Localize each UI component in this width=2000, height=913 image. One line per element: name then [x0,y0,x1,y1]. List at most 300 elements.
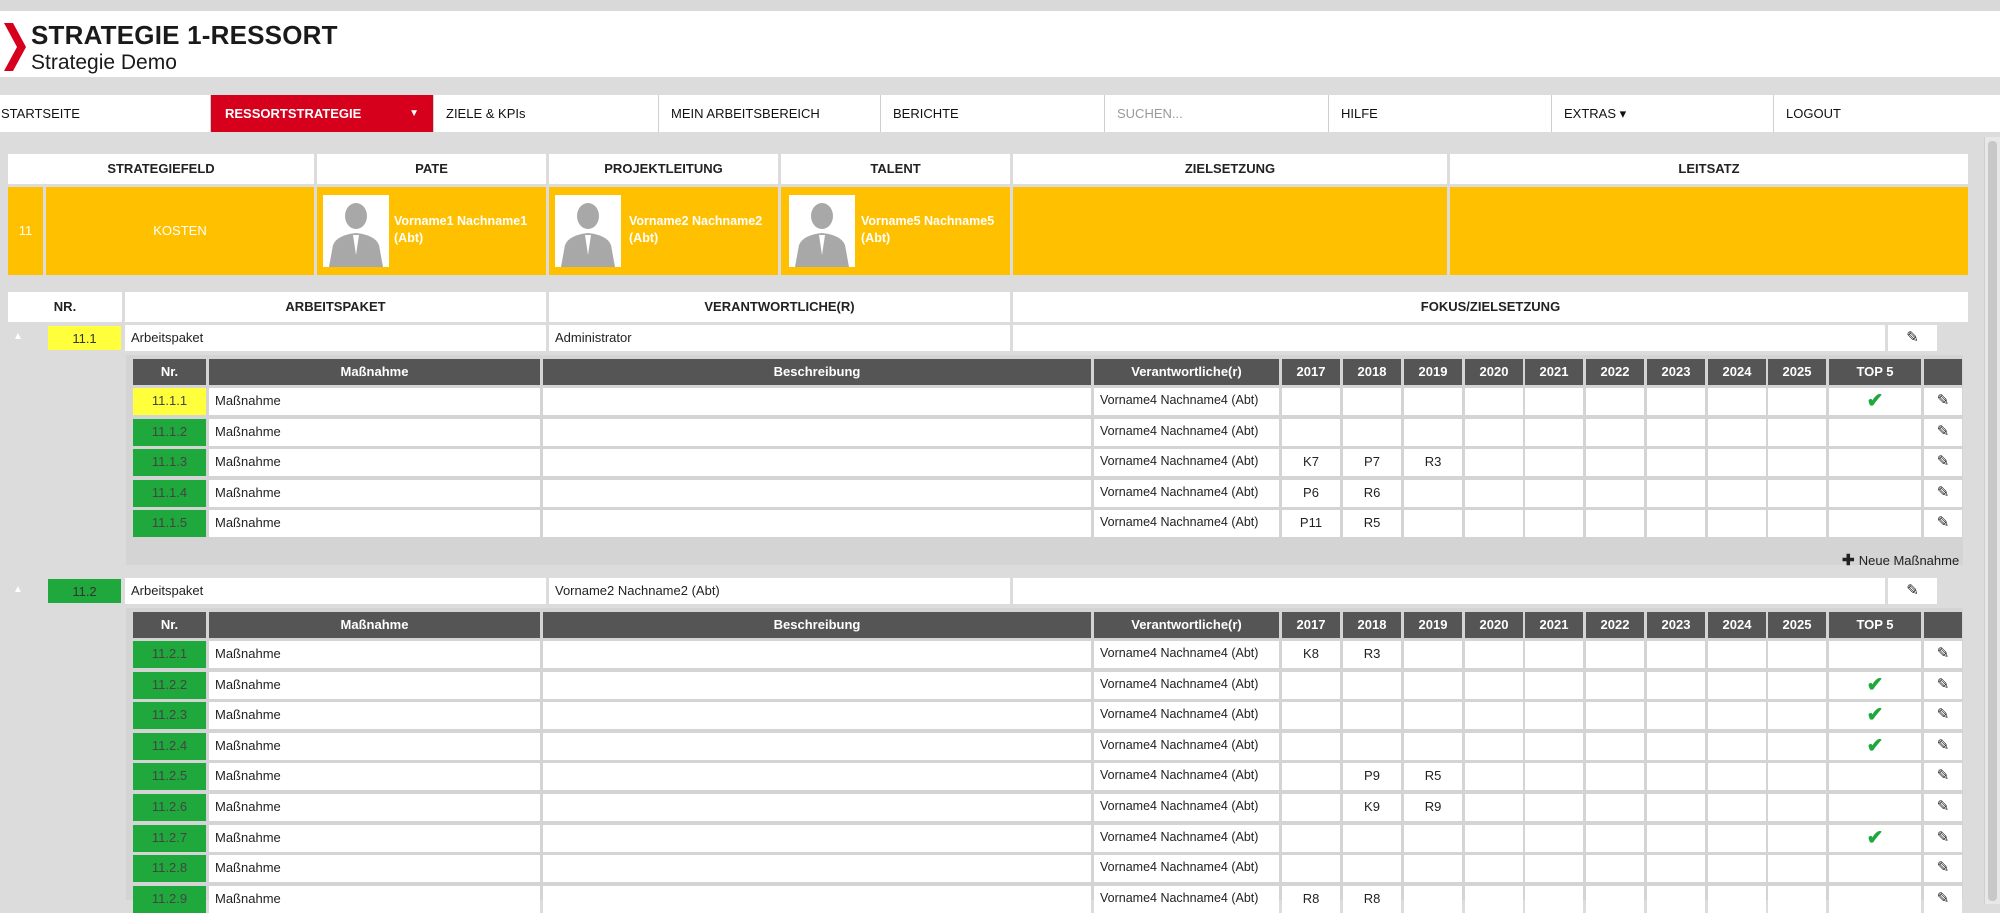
workpackage-nr[interactable]: 11.2 [48,579,121,603]
measure-year-cell[interactable] [1768,702,1826,729]
measure-year-cell[interactable]: P9 [1343,763,1401,790]
measure-year-cell[interactable] [1768,733,1826,760]
measure-year-cell[interactable] [1768,510,1826,537]
projektleitung-card[interactable] [549,187,778,275]
measure-name[interactable]: Maßnahme [209,855,540,882]
top5-cell[interactable] [1829,825,1921,852]
measure-year-cell[interactable] [1708,672,1766,699]
measure-year-cell[interactable] [1343,702,1401,729]
measure-col-header: Maßnahme [209,612,540,638]
measure-nr[interactable]: 11.2.3 [133,702,206,729]
strategy-leitsatz[interactable] [1450,187,1968,275]
measure-year-cell[interactable] [1525,480,1583,507]
top5-cell[interactable] [1829,449,1921,476]
measure-col-header: 2018 [1343,359,1401,385]
check-icon: ✔ [1866,735,1884,757]
measure-year-cell[interactable] [1647,794,1705,821]
talent-name: Vorname5 Nachname5 (Abt) [861,214,995,245]
workpackage-name[interactable]: Arbeitspaket [125,578,546,604]
caret-down-icon: ▼ [409,108,419,119]
measure-year-cell[interactable] [1282,702,1340,729]
pencil-icon[interactable]: ✎ [1924,672,1962,699]
pencil-icon[interactable]: ✎ [1924,388,1962,415]
measure-year-cell[interactable] [1647,886,1705,913]
measure-description[interactable] [543,419,1091,446]
measure-year-cell[interactable] [1404,480,1462,507]
measure-year-cell[interactable]: R8 [1282,886,1340,913]
measure-owner[interactable]: Vorname4 Nachname4 (Abt) [1094,825,1279,852]
measure-year-cell[interactable] [1525,825,1583,852]
measure-year-cell[interactable] [1647,702,1705,729]
col-header-leitsatz: LEITSATZ [1450,154,1968,184]
measure-owner[interactable]: Vorname4 Nachname4 (Abt) [1094,449,1279,476]
measure-owner[interactable]: Vorname4 Nachname4 (Abt) [1094,733,1279,760]
top5-cell[interactable] [1829,763,1921,790]
measure-year-cell[interactable] [1768,672,1826,699]
col-header-nr: NR. [8,292,122,322]
measure-year-cell[interactable] [1282,672,1340,699]
measure-year-cell[interactable] [1404,825,1462,852]
measure-year-cell[interactable]: R9 [1404,794,1462,821]
measure-col-header: Nr. [133,359,206,385]
measure-year-cell[interactable] [1708,388,1766,415]
measure-year-cell[interactable] [1708,794,1766,821]
measure-name[interactable]: Maßnahme [209,641,540,668]
measure-year-cell[interactable] [1768,388,1826,415]
measure-year-cell[interactable] [1586,794,1644,821]
measure-description[interactable] [543,886,1091,913]
col-header-arbeitspaket: ARBEITSPAKET [125,292,546,322]
measure-owner[interactable]: Vorname4 Nachname4 (Abt) [1094,480,1279,507]
triangle-up-icon[interactable]: ▲ [13,584,23,595]
measure-year-cell[interactable] [1768,855,1826,882]
measure-owner[interactable]: Vorname4 Nachname4 (Abt) [1094,419,1279,446]
measure-year-cell[interactable]: R6 [1343,480,1401,507]
measure-year-cell[interactable] [1343,825,1401,852]
top5-cell[interactable] [1829,886,1921,913]
nav-ressortstrategie-label: RESSORTSTRATEGIE [225,106,362,121]
measure-nr[interactable]: 11.2.5 [133,763,206,790]
col-header-fokus: FOKUS/ZIELSETZUNG [1013,292,1968,322]
measure-year-cell[interactable] [1708,702,1766,729]
measure-year-cell[interactable] [1404,388,1462,415]
measure-col-header: 2020 [1465,612,1523,638]
measure-year-cell[interactable]: K8 [1282,641,1340,668]
measure-description[interactable] [543,702,1091,729]
measure-year-cell[interactable] [1586,702,1644,729]
strategy-field[interactable]: KOSTEN [46,187,314,275]
measure-year-cell[interactable] [1525,763,1583,790]
measure-year-cell[interactable] [1586,510,1644,537]
measure-year-cell[interactable] [1404,702,1462,729]
nav-startseite[interactable]: STARTSEITE [0,95,211,132]
measure-name[interactable]: Maßnahme [209,702,540,729]
top5-cell[interactable] [1829,388,1921,415]
workpackage-owner[interactable]: Vorname2 Nachname2 (Abt) [549,578,1010,604]
measure-year-cell[interactable] [1647,672,1705,699]
measure-description[interactable] [543,510,1091,537]
measure-year-cell[interactable] [1708,480,1766,507]
measure-name[interactable]: Maßnahme [209,733,540,760]
measure-description[interactable] [543,794,1091,821]
pate-name: Vorname1 Nachname1 (Abt) [394,214,528,245]
new-measure-button[interactable] [1842,551,1959,569]
measure-name[interactable]: Maßnahme [209,449,540,476]
measure-name[interactable]: Maßnahme [209,886,540,913]
measure-year-cell[interactable] [1404,733,1462,760]
measure-year-cell[interactable] [1282,419,1340,446]
measure-col-header: 2018 [1343,612,1401,638]
measure-nr[interactable]: 11.1.1 [133,388,206,415]
nav-extras[interactable]: EXTRAS ▾ [1552,95,1774,132]
measure-year-cell[interactable]: R8 [1343,886,1401,913]
pencil-icon[interactable]: ✎ [1924,510,1962,537]
col-header-talent: TALENT [781,154,1010,184]
measure-nr[interactable]: 11.2.1 [133,641,206,668]
measure-year-cell[interactable] [1282,763,1340,790]
measure-year-cell[interactable]: K7 [1282,449,1340,476]
measure-year-cell[interactable] [1708,419,1766,446]
measure-year-cell[interactable] [1708,763,1766,790]
nav-mein-arbeitsbereich[interactable]: MEIN ARBEITSBEREICH [659,95,881,132]
measure-col-header: 2020 [1465,359,1523,385]
measure-year-cell[interactable] [1465,825,1523,852]
workpackage-focus[interactable] [1013,578,1885,604]
measure-name[interactable]: Maßnahme [209,794,540,821]
measure-year-cell[interactable] [1768,449,1826,476]
measure-col-header: TOP 5 [1829,359,1921,385]
search-input[interactable]: SUCHEN... [1105,95,1329,132]
measure-year-cell[interactable] [1586,672,1644,699]
top5-cell[interactable] [1829,855,1921,882]
measure-year-cell[interactable] [1282,733,1340,760]
measure-year-cell[interactable] [1404,510,1462,537]
measure-year-cell[interactable] [1708,449,1766,476]
measure-year-cell[interactable] [1465,480,1523,507]
pencil-icon[interactable]: ✎ [1924,419,1962,446]
projektleitung-name: Vorname2 Nachname2 (Abt) [629,214,763,245]
measure-owner[interactable]: Vorname4 Nachname4 (Abt) [1094,388,1279,415]
pencil-icon[interactable]: ✎ [1924,641,1962,668]
measure-year-cell[interactable] [1465,388,1523,415]
pencil-icon[interactable]: ✎ [1924,733,1962,760]
pencil-icon[interactable]: ✎ [1888,325,1937,351]
measure-year-cell[interactable] [1282,388,1340,415]
measure-year-cell[interactable] [1586,641,1644,668]
measure-name[interactable]: Maßnahme [209,672,540,699]
nav-ressortstrategie[interactable] [211,95,434,132]
measure-description[interactable] [543,825,1091,852]
measure-col-header: 2022 [1586,359,1644,385]
measure-year-cell[interactable] [1647,388,1705,415]
measure-year-cell[interactable] [1404,855,1462,882]
measure-year-cell[interactable] [1708,641,1766,668]
app-title: STRATEGIE 1-RESSORT [31,20,338,50]
measure-nr[interactable]: 11.2.2 [133,672,206,699]
top5-cell[interactable] [1829,510,1921,537]
measure-year-cell[interactable] [1708,510,1766,537]
col-header-verantwortliche: VERANTWORTLICHE(R) [549,292,1010,322]
measure-year-cell[interactable] [1343,733,1401,760]
measure-col-header: Beschreibung [543,359,1091,385]
measure-year-cell[interactable]: K9 [1343,794,1401,821]
measure-year-cell[interactable] [1404,641,1462,668]
measure-year-cell[interactable] [1647,510,1705,537]
measure-col-header: 2024 [1708,359,1766,385]
measure-year-cell[interactable]: P7 [1343,449,1401,476]
scrollbar-thumb[interactable] [1988,141,1997,901]
measure-name[interactable]: Maßnahme [209,419,540,446]
measure-nr[interactable]: 11.1.5 [133,510,206,537]
measure-col-header: 2017 [1282,612,1340,638]
measure-col-header: 2025 [1768,612,1826,638]
measure-col-header: TOP 5 [1829,612,1921,638]
measure-year-cell[interactable] [1768,763,1826,790]
measure-year-cell[interactable] [1768,825,1826,852]
measure-nr[interactable]: 11.2.6 [133,794,206,821]
measure-year-cell[interactable] [1282,855,1340,882]
measure-year-cell[interactable] [1282,794,1340,821]
pencil-icon[interactable]: ✎ [1924,855,1962,882]
check-icon: ✔ [1866,827,1884,849]
nav-berichte[interactable]: BERICHTE [881,95,1105,132]
measure-col-header: 2021 [1525,359,1583,385]
measure-owner[interactable]: Vorname4 Nachname4 (Abt) [1094,855,1279,882]
app-header [0,11,2000,77]
measure-col-header: Verantwortliche(r) [1094,359,1279,385]
measure-col-header: 2023 [1647,612,1705,638]
workpackage-name[interactable]: Arbeitspaket [125,325,546,351]
measure-year-cell[interactable] [1525,419,1583,446]
measure-owner[interactable]: Vorname4 Nachname4 (Abt) [1094,641,1279,668]
page-scrollbar[interactable] [1984,137,2000,904]
workpackage-nr[interactable]: 11.1 [48,326,121,350]
measure-owner[interactable]: Vorname4 Nachname4 (Abt) [1094,886,1279,913]
measure-owner[interactable]: Vorname4 Nachname4 (Abt) [1094,672,1279,699]
pencil-icon[interactable]: ✎ [1888,578,1937,604]
measure-year-cell[interactable] [1465,449,1523,476]
main-nav [0,95,2000,132]
measure-nr[interactable]: 11.1.3 [133,449,206,476]
pencil-icon[interactable]: ✎ [1924,794,1962,821]
measure-year-cell[interactable] [1647,855,1705,882]
measure-col-header-edit [1924,359,1962,385]
measure-nr[interactable]: 11.2.4 [133,733,206,760]
measure-year-cell[interactable] [1525,388,1583,415]
measure-year-cell[interactable] [1525,733,1583,760]
nav-hilfe[interactable]: HILFE [1329,95,1552,132]
measure-year-cell[interactable] [1525,641,1583,668]
top5-cell[interactable] [1829,419,1921,446]
top5-cell[interactable] [1829,672,1921,699]
measure-nr[interactable]: 11.2.9 [133,886,206,913]
measure-nr[interactable]: 11.1.2 [133,419,206,446]
measure-owner[interactable]: Vorname4 Nachname4 (Abt) [1094,794,1279,821]
talent-card[interactable] [781,187,1010,275]
measure-col-header: Maßnahme [209,359,540,385]
measure-year-cell[interactable] [1404,886,1462,913]
col-header-pate: PATE [317,154,546,184]
measure-year-cell[interactable] [1586,886,1644,913]
pencil-icon[interactable]: ✎ [1924,480,1962,507]
pencil-icon[interactable]: ✎ [1924,763,1962,790]
measure-year-cell[interactable] [1586,825,1644,852]
measure-col-header: 2019 [1404,359,1462,385]
measure-year-cell[interactable] [1343,855,1401,882]
measure-year-cell[interactable] [1525,794,1583,821]
measure-year-cell[interactable] [1525,855,1583,882]
measure-year-cell[interactable] [1647,641,1705,668]
measure-col-header: 2017 [1282,359,1340,385]
header-divider [0,77,2000,95]
measure-year-cell[interactable]: R5 [1343,510,1401,537]
top5-cell[interactable] [1829,794,1921,821]
measure-col-header: Nr. [133,612,206,638]
measure-col-header: 2025 [1768,359,1826,385]
measure-year-cell[interactable] [1525,672,1583,699]
measure-name[interactable]: Maßnahme [209,510,540,537]
measure-col-header: 2023 [1647,359,1705,385]
measure-year-cell[interactable] [1343,419,1401,446]
measure-year-cell[interactable] [1708,825,1766,852]
measure-col-header: Beschreibung [543,612,1091,638]
measure-col-header: 2021 [1525,612,1583,638]
app-subtitle: Strategie Demo [31,51,177,74]
measure-description[interactable] [543,763,1091,790]
measure-year-cell[interactable] [1343,388,1401,415]
measure-owner[interactable]: Vorname4 Nachname4 (Abt) [1094,702,1279,729]
measure-nr[interactable]: 11.2.7 [133,825,206,852]
measure-year-cell[interactable] [1465,733,1523,760]
top5-cell[interactable] [1829,641,1921,668]
measure-col-header: 2019 [1404,612,1462,638]
measure-year-cell[interactable] [1647,763,1705,790]
measure-description[interactable] [543,388,1091,415]
pencil-icon[interactable]: ✎ [1924,702,1962,729]
measure-year-cell[interactable] [1282,825,1340,852]
col-header-strategiefeld: STRATEGIEFELD [8,154,314,184]
measure-year-cell[interactable] [1586,388,1644,415]
pate-card[interactable] [317,187,546,275]
measure-name[interactable]: Maßnahme [209,763,540,790]
nav-logout[interactable]: LOGOUT [1786,106,1841,121]
measure-owner[interactable]: Vorname4 Nachname4 (Abt) [1094,510,1279,537]
measure-year-cell[interactable] [1647,480,1705,507]
person-silhouette-icon [789,195,855,267]
measure-year-cell[interactable] [1768,419,1826,446]
triangle-up-icon[interactable]: ▲ [13,331,23,342]
top5-cell[interactable] [1829,733,1921,760]
measure-year-cell[interactable]: R5 [1404,763,1462,790]
measure-col-header-edit [1924,612,1962,638]
measure-description[interactable] [543,641,1091,668]
top5-cell[interactable] [1829,480,1921,507]
measure-year-cell[interactable] [1647,449,1705,476]
check-icon: ✔ [1866,704,1884,726]
measure-year-cell[interactable] [1525,510,1583,537]
measure-description[interactable] [543,449,1091,476]
measure-name[interactable]: Maßnahme [209,388,540,415]
measure-description[interactable] [543,672,1091,699]
pencil-icon[interactable]: ✎ [1924,886,1962,913]
measure-year-cell[interactable] [1465,510,1523,537]
pencil-icon[interactable]: ✎ [1924,825,1962,852]
check-icon: ✔ [1866,674,1884,696]
measure-year-cell[interactable] [1465,794,1523,821]
pencil-icon[interactable]: ✎ [1924,449,1962,476]
measure-year-cell[interactable]: P11 [1282,510,1340,537]
measure-year-cell[interactable] [1768,641,1826,668]
measure-description[interactable] [543,733,1091,760]
measure-year-cell[interactable] [1647,733,1705,760]
measure-year-cell[interactable] [1768,480,1826,507]
chevron-logo-icon [4,23,26,76]
new-measure-label: Neue Maßnahme [1858,553,1960,568]
check-icon: ✔ [1866,390,1884,412]
measure-year-cell[interactable] [1586,855,1644,882]
strategy-nr: 11 [8,187,43,275]
col-header-projektleitung: PROJEKTLEITUNG [549,154,778,184]
measure-year-cell[interactable] [1647,419,1705,446]
measure-year-cell[interactable] [1465,886,1523,913]
measure-year-cell[interactable] [1525,702,1583,729]
measure-year-cell[interactable] [1465,855,1523,882]
measure-year-cell[interactable] [1586,480,1644,507]
measure-year-cell[interactable] [1768,794,1826,821]
measure-description[interactable] [543,855,1091,882]
measure-col-header: 2024 [1708,612,1766,638]
measure-year-cell[interactable]: R3 [1404,449,1462,476]
measure-year-cell[interactable] [1586,419,1644,446]
measure-year-cell[interactable] [1708,855,1766,882]
measure-nr[interactable]: 11.2.8 [133,855,206,882]
measure-year-cell[interactable] [1768,886,1826,913]
measure-year-cell[interactable] [1586,449,1644,476]
top5-cell[interactable] [1829,702,1921,729]
measure-year-cell[interactable] [1525,449,1583,476]
measure-year-cell[interactable] [1404,419,1462,446]
measure-year-cell[interactable] [1465,763,1523,790]
person-silhouette-icon [555,195,621,267]
measure-year-cell[interactable] [1586,733,1644,760]
measure-year-cell[interactable] [1525,886,1583,913]
measure-year-cell[interactable] [1465,419,1523,446]
plus-icon: ✚ [1842,552,1859,569]
measure-nr[interactable]: 11.1.4 [133,480,206,507]
measure-year-cell[interactable]: P6 [1282,480,1340,507]
measure-year-cell[interactable] [1343,672,1401,699]
workpackage-focus[interactable] [1013,325,1885,351]
measure-year-cell[interactable] [1404,672,1462,699]
measure-year-cell[interactable] [1586,763,1644,790]
measure-year-cell[interactable] [1647,825,1705,852]
nav-ziele-kpis[interactable]: ZIELE & KPIs [434,95,659,132]
strategy-zielsetzung[interactable] [1013,187,1447,275]
measure-year-cell[interactable] [1465,702,1523,729]
measure-year-cell[interactable] [1708,733,1766,760]
measure-year-cell[interactable] [1465,672,1523,699]
measure-name[interactable]: Maßnahme [209,480,540,507]
measure-description[interactable] [543,480,1091,507]
measure-name[interactable]: Maßnahme [209,825,540,852]
workpackage-owner[interactable]: Administrator [549,325,1010,351]
measure-year-cell[interactable] [1708,886,1766,913]
measure-year-cell[interactable]: R3 [1343,641,1401,668]
measure-owner[interactable]: Vorname4 Nachname4 (Abt) [1094,763,1279,790]
measure-col-header: Verantwortliche(r) [1094,612,1279,638]
measure-year-cell[interactable] [1465,641,1523,668]
measure-col-header: 2022 [1586,612,1644,638]
